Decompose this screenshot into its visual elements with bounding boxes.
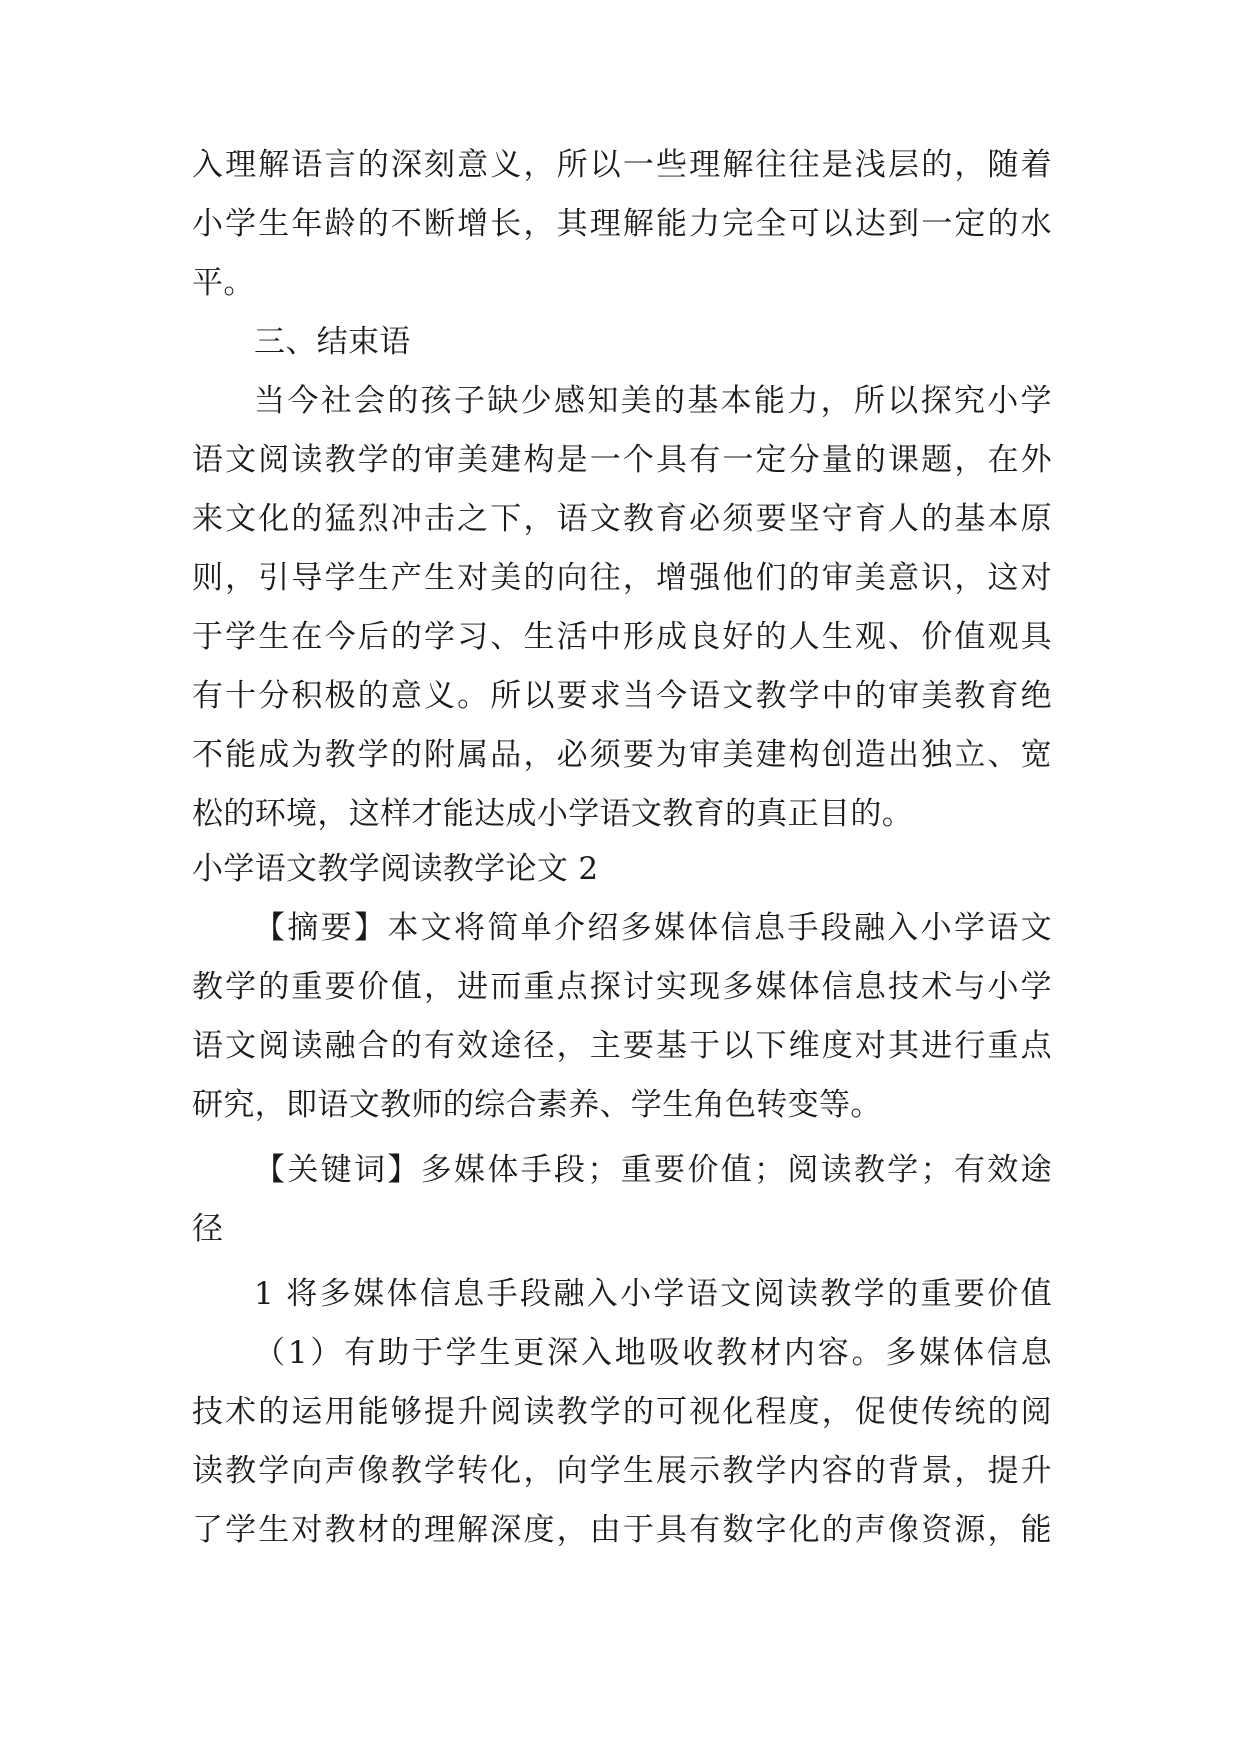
- text-line: 当今社会的孩子缺少感知美的基本能力，所以探究小学: [254, 383, 1052, 419]
- keywords-line: 【关键词】多媒体手段；重要价值；阅读教学；有效途: [254, 1152, 1052, 1188]
- abstract-line: 【摘要】本文将简单介绍多媒体信息手段融入小学语文: [254, 910, 1052, 946]
- text-line: 则，引导学生产生对美的向往，增强他们的审美意识，这对: [192, 560, 1052, 596]
- text-line: 于学生在今后的学习、生活中形成良好的人生观、价值观具: [192, 619, 1052, 655]
- section-heading: 三、结束语: [254, 324, 411, 360]
- text-line: 了学生对教材的理解深度，由于具有数字化的声像资源，能: [192, 1512, 1052, 1548]
- text-line: 语文阅读融合的有效途径，主要基于以下维度对其进行重点: [192, 1028, 1052, 1064]
- text-line: 不能成为教学的附属品，必须要为审美建构创造出独立、宽: [192, 737, 1052, 773]
- text-line: 来文化的猛烈冲击之下，语文教育必须要坚守育人的基本原: [192, 501, 1052, 537]
- text-line: 平。: [192, 265, 255, 301]
- text-line: 小学生年龄的不断增长，其理解能力完全可以达到一定的水: [192, 206, 1052, 242]
- text-line: 入理解语言的深刻意义，所以一些理解往往是浅层的，随着: [192, 147, 1052, 183]
- text-line: 有十分积极的意义。所以要求当今语文教学中的审美教育绝: [192, 678, 1052, 714]
- text-line: 技术的运用能够提升阅读教学的可视化程度，促使传统的阅: [192, 1394, 1052, 1430]
- section-heading: 1 将多媒体信息手段融入小学语文阅读教学的重要价值: [254, 1276, 1052, 1312]
- article-title: 小学语文教学阅读教学论文 2: [192, 851, 599, 887]
- text-line: 径: [192, 1211, 224, 1247]
- text-line: 松的环境，这样才能达成小学语文教育的真正目的。: [192, 796, 914, 832]
- text-line: （1）有助于学生更深入地吸收教材内容。多媒体信息: [254, 1335, 1052, 1371]
- text-line: 研究，即语文教师的综合素养、学生角色转变等。: [192, 1087, 882, 1123]
- text-line: 语文阅读教学的审美建构是一个具有一定分量的课题，在外: [192, 442, 1052, 478]
- text-line: 教学的重要价值，进而重点探讨实现多媒体信息技术与小学: [192, 969, 1052, 1005]
- text-line: 读教学向声像教学转化，向学生展示教学内容的背景，提升: [192, 1453, 1052, 1489]
